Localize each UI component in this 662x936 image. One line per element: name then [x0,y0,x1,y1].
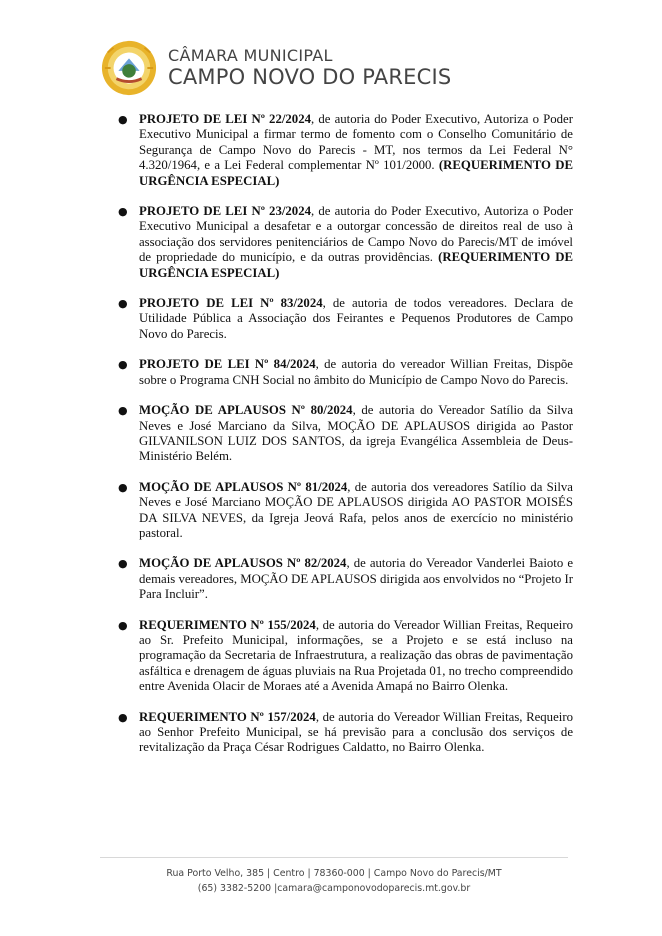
agenda-item [118,480,573,542]
item-urgency: (REQUERIMENTO DE URGÊNCIA ESPECIAL) [139,158,573,188]
footer-address: Rua Porto Velho, 385 | Centro | 78360-000 | Campo Novo do Parecis/MT [166,868,502,879]
agenda-item [118,357,573,388]
item-text: , de autoria do Poder Executivo, Autoriza o Poder Executivo Municipal a desafetar e a outorgar concessão de direitos real de uso à associação dos servidores penitenciários de Campo Novo do Parecis/MT de imóvel de propriedade do município, e da outras providências. [139,204,573,265]
item-text: , de autoria de todos vereadores. Declara de Utilidade Pública a Associação dos Feirantes e Pequenos Produtores de Campo Novo do Parecis. [139,296,574,341]
chamber-title: CÂMARA MUNICIPAL [168,46,333,65]
item-title: MOÇÃO DE APLAUSOS Nº 82/2024 [139,556,347,571]
item-text: , de autoria do vereador Willian Freitas, Dispõe sobre o Programa CNH Social no âmbito do Município de Campo Novo do Parecis. [139,357,573,387]
item-text: , de autoria do Vereador Willian Freitas, Requeiro ao Sr. Prefeito Municipal, informações, se a Projeto e se está incluso na programação da Secretaria de Infraestrutura, a realização das obras de pavimentação asfáltica e drenagem de águas pluviais na Rua Projetada 01, no trecho compreendido entre Avenida Olacir de Moraes até a Avenida Amapá no Bairro Olenka. [139,617,573,694]
item-title: REQUERIMENTO Nº 155/2024 [139,617,316,632]
item-text: , de autoria do Vereador Willian Freitas, Requeiro ao Senhor Prefeito Municipal, se há previsão para a conclusão dos serviços de revitalização da Praça César Rodrigues Caldatto, no Bairro Olenka. [139,709,573,755]
agenda-item [118,556,573,602]
item-title: PROJETO DE LEI Nº 84/2024 [139,357,316,372]
bullet-icon: ● [118,113,128,126]
agenda-item [118,112,573,189]
city-title: CAMPO NOVO DO PARECIS [168,65,452,89]
item-title: PROJETO DE LEI Nº 23/2024 [139,204,312,219]
bullet-icon: ● [118,557,128,571]
item-title: PROJETO DE LEI Nº 22/2024 [139,112,312,126]
agenda-item [118,710,573,756]
agenda-item [118,403,573,465]
footer-contact: (65) 3382-5200 |camara@camponovodoparecis.mt.gov.br [197,883,471,894]
bullet-icon: ● [118,618,128,632]
item-text: , de autoria do Vereador Vanderlei Baioto e demais vereadores, MOÇÃO DE APLAUSOS dirigida aos envolvidos no “Projeto Ir Para Incluir”. [139,556,574,602]
item-title: REQUERIMENTO Nº 157/2024 [139,709,316,724]
item-text: , de autoria do Vereador Satílio da Silva Neves e José Marciano da Silva, MOÇÃO DE APLAUSOS dirigida ao Pastor GILVANILSON LUIZ DOS SANTOS, da igreja Evangélica Assembleia de Deus- Ministério Belém. [139,403,574,464]
bullet-icon: ● [118,404,128,418]
agenda-item [118,618,573,695]
municipal-seal-logo [100,39,158,97]
bullet-icon: ● [118,480,128,494]
item-text: , de autoria dos vereadores Satílio da Silva Neves e José Marciano MOÇÃO DE APLAUSOS dirigida AO PASTOR MOISÉS DA SILVA NEVES, da Igreja Jeová Rafa, pelos anos de exercício no ministério pastoral. [139,479,573,540]
agenda-item [118,204,573,281]
item-title: MOÇÃO DE APLAUSOS Nº 81/2024 [139,479,348,494]
agenda-item [118,296,573,342]
bullet-icon: ● [118,710,128,724]
item-text: , de autoria do Poder Executivo, Autoriza o Poder Executivo Municipal a firmar termo de fomento com o Conselho Comunitário de Segurança de Campo Novo do Parecis - MT, nos termos da Lei Federal N° 4.320/1964, e a Lei Federal complementar Nº 101/2000. [139,112,573,173]
item-title: MOÇÃO DE APLAUSOS Nº 80/2024 [139,403,353,418]
bullet-icon: ● [118,358,128,372]
bullet-icon: ● [118,205,128,219]
bullet-icon: ● [118,297,128,311]
item-urgency: (REQUERIMENTO DE URGÊNCIA ESPECIAL) [139,250,573,280]
page-footer [100,866,568,896]
item-title: PROJETO DE LEI Nº 83/2024 [139,296,323,311]
page-header [100,38,451,98]
footer-divider [100,857,568,858]
agenda-list [118,103,573,756]
